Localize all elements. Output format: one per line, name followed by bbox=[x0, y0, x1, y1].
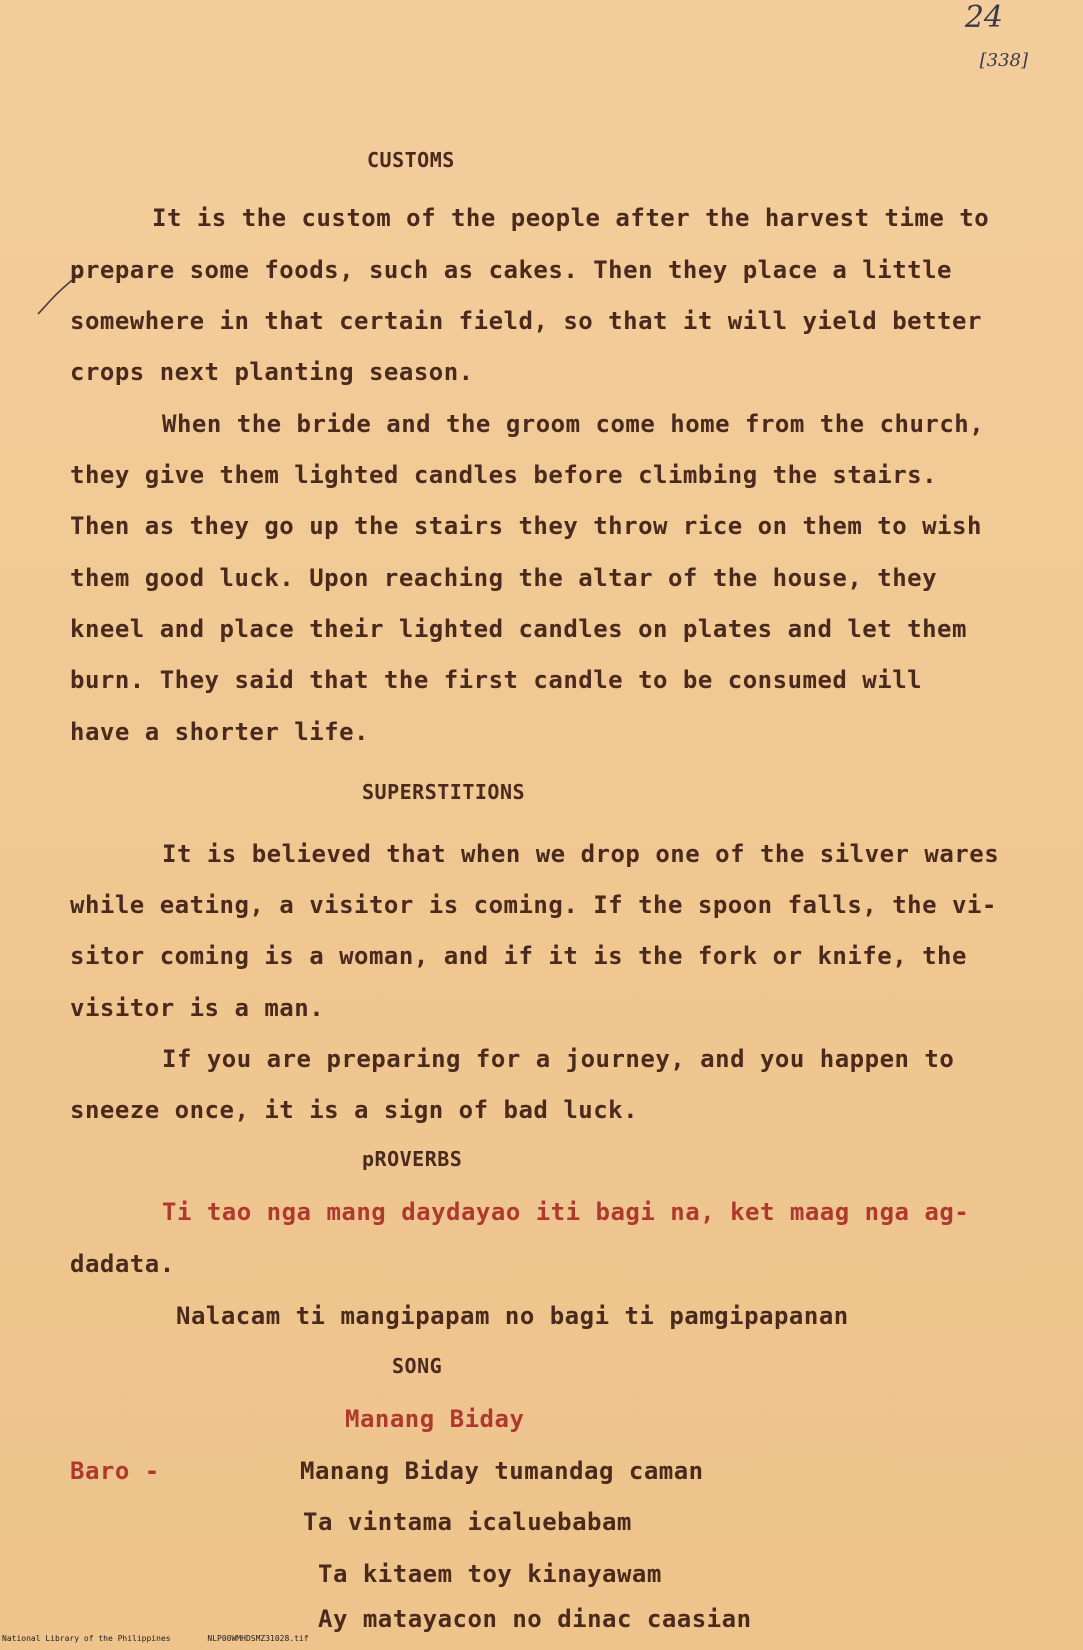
song-title: Manang Biday bbox=[345, 1405, 525, 1433]
customs-line: they give them lighted candles before climbing the stairs. bbox=[70, 461, 938, 489]
proverb-line: Ti tao nga mang daydayao iti bagi na, ket maag nga ag- bbox=[162, 1198, 970, 1226]
customs-line: When the bride and the groom come home from the church, bbox=[162, 410, 985, 438]
customs-line: prepare some foods, such as cakes. Then they place a little bbox=[70, 256, 953, 284]
song-speaker: Baro - bbox=[70, 1457, 160, 1485]
customs-line: crops next planting season. bbox=[70, 358, 474, 386]
superstitions-line: visitor is a man. bbox=[70, 994, 325, 1022]
customs-line: Then as they go up the stairs they throw rice on them to wish bbox=[70, 512, 982, 540]
superstitions-heading: SUPERSTITIONS bbox=[362, 780, 526, 804]
footer-library: National Library of the Philippines bbox=[2, 1634, 171, 1643]
song-line: Ta vintama icaluebabam bbox=[303, 1508, 632, 1536]
footer bbox=[2, 1634, 341, 1643]
page-reference: [338] bbox=[979, 50, 1028, 71]
customs-line: It is the custom of the people after the harvest time to bbox=[152, 204, 990, 232]
song-line: Ay matayacon no dinac caasian bbox=[318, 1605, 752, 1633]
song-line: Ta kitaem toy kinayawam bbox=[318, 1560, 662, 1588]
proverb-line: dadata. bbox=[70, 1250, 175, 1278]
superstitions-line: while eating, a visitor is coming. If the spoon falls, the vi- bbox=[70, 891, 997, 919]
customs-line: somewhere in that certain field, so that it will yield better bbox=[70, 307, 982, 335]
proverb-line: Nalacam ti mangipapam no bagi ti pamgipapanan bbox=[176, 1302, 849, 1330]
song-heading: SONG bbox=[392, 1354, 443, 1378]
superstitions-line: sitor coming is a woman, and if it is the fork or knife, the bbox=[70, 942, 967, 970]
customs-line: burn. They said that the first candle to be consumed will bbox=[70, 666, 923, 694]
page-number: 24 bbox=[964, 0, 1003, 35]
footer-file: NLP00WMHDSMZ31028.tif bbox=[207, 1634, 309, 1643]
superstitions-line: sneeze once, it is a sign of bad luck. bbox=[70, 1096, 639, 1124]
customs-heading: CUSTOMS bbox=[367, 148, 455, 172]
customs-line: them good luck. Upon reaching the altar of the house, they bbox=[70, 564, 938, 592]
superstitions-line: It is believed that when we drop one of the silver wares bbox=[162, 840, 1000, 868]
proverbs-heading: pROVERBS bbox=[362, 1147, 463, 1171]
customs-line: kneel and place their lighted candles on plates and let them bbox=[70, 615, 967, 643]
song-line: Manang Biday tumandag caman bbox=[300, 1457, 704, 1485]
customs-line: have a shorter life. bbox=[70, 718, 369, 746]
superstitions-line: If you are preparing for a journey, and you happen to bbox=[162, 1045, 955, 1073]
